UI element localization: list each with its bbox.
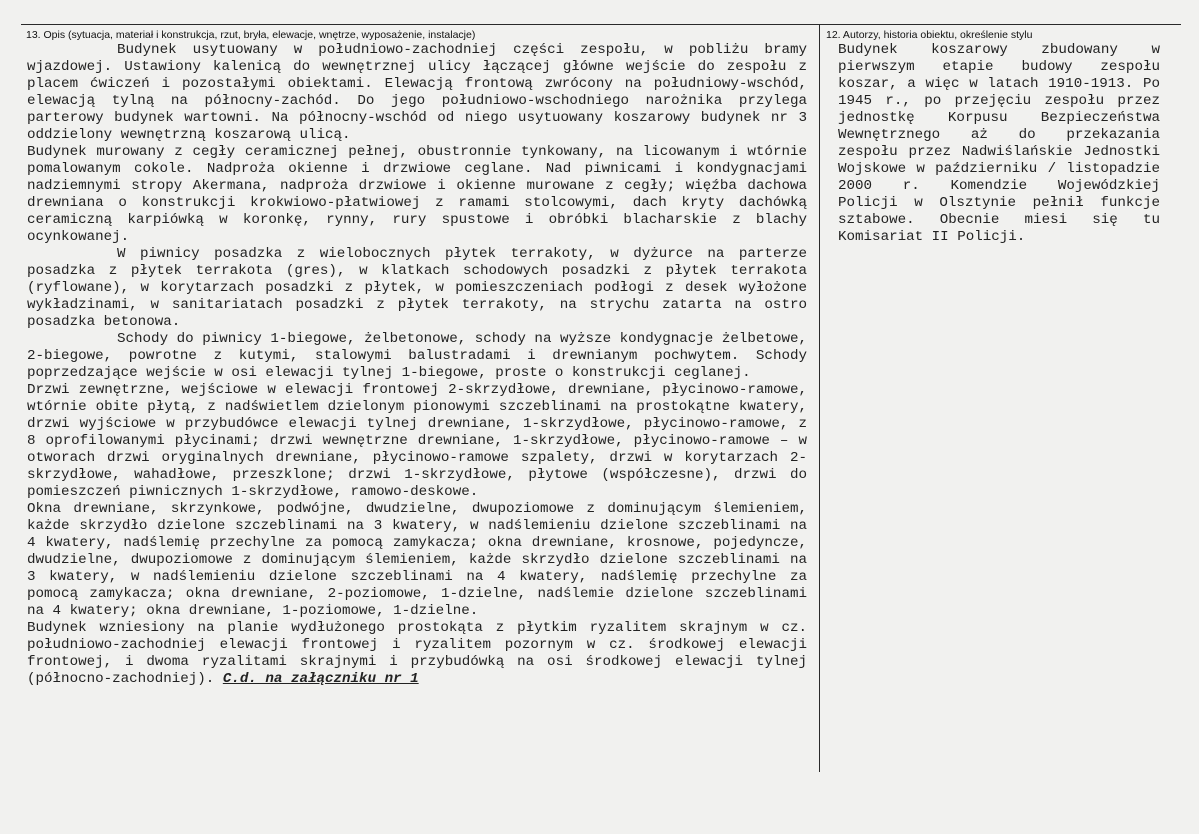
continuation-note: C.d. na załączniku nr 1 [222, 671, 419, 687]
form-top-border [21, 24, 1181, 25]
para-location: Budynek usytuowany w południowo-zachodniej części zespołu, w pobliżu bramy wjazdowej. Ustawiony kalenicą do wewnętrznej ulicy łączącej główne wejście do zespołu z placem ćwiczeń i pozostałymi obiektami. Elewacją frontową zwrócony na południowy-wschód, elewacją tylną na północny-zachód. Do jego południowo-wschodniego narożnika przylega parterowy budynek wartowni. Na północny-wschód od niego usytuowany koszarowy budynek nr 3 oddzielony wewnętrzną koszarową ulicą. [27, 42, 807, 143]
para-materials: Budynek murowany z cegły ceramicznej pełnej, obustronnie tynkowany, na licowanym i wtórnie pomalowanym cokole. Nadproża okienne i drzwiowe ceglane. Nad piwnicami i kondygnacjami nadziemnymi stropy Akermana, nadproża drzwiowe i okienne murowane z cegły; więźba dachowa drewniana o konstrukcji krokwiowo-płatwiowej z ramami stolcowymi, dach kryty dachówką ceramiczną karpiówką w koronkę, rynny, rury spustowe i obróbki blacharskie z blachy ocynkowanej. [27, 144, 807, 245]
section-13-header: 13. Opis (sytuacja, materiał i konstrukcja, rzut, bryła, elewacje, wnętrze, wyposażenie, instalacje) [26, 29, 476, 41]
description-text [27, 42, 807, 688]
para-stairs: Schody do piwnicy 1-biegowe, żelbetonowe, schody na wyższe kondygnacje żelbetowe, 2-biegowe, powrotne z kutymi, stalowymi balustradami i drewnianym pochwytem. Schody poprzedzające wejście w osi elewacji tylnej 1-biegowe, proste o konstrukcji ceglanej. [27, 331, 807, 381]
para-plan-text: Budynek wzniesiony na planie wydłużonego prostokąta z płytkim ryzalitem skrajnym w cz. południowo-zachodniej elewacji frontowej i ryzalitem pozornym w cz. środkowej elewacji frontowej, i dwoma ryzalitami skrajnymi i przybudówką na osi środkowej elewacji tylnej (północno-zachodniej). [27, 620, 807, 687]
para-doors: Drzwi zewnętrzne, wejściowe w elewacji frontowej 2-skrzydłowe, drewniane, płycinowo-ramowe, wtórnie obite płytą, z nadświetlem dzielonym pionowymi szczeblinami na prostokątne kwatery, drzwi wyjściowe w przybudówce elewacji tylnej drewniane, 1-skrzydłowe, płycinowo-ramowe, z 8 oprofilowanymi płycinami; drzwi wewnętrzne drewniane, 1-skrzydłowe, płycinowo-ramowe – w otworach drzwi oryginalnych drewniane, płycinowo-ramowe szpalety, drzwi w korytarzach 2-skrzydłowe, wahadłowe, przeszklone; drzwi 1-skrzydłowe, płytowe (współczesne), drzwi do pomieszczeń piwnicznych 1-skrzydłowe, ramowo-deskowe. [27, 382, 807, 500]
history-text [838, 42, 1160, 246]
para-plan [27, 620, 807, 688]
para-windows: Okna drewniane, skrzynkowe, podwójne, dwudzielne, dwupoziomowe z dominującym ślemieniem, każde skrzydło dzielone szczeblinami na 3 kwatery, w nadślemieniu dzielone szczeblinami na 4 kwatery, nadślemię przechylne za pomocą zamykacza; okna drewniane, krosnowe, pojedyncze, dwudzielne, dwupoziomowe z dominującym ślemieniem, każde skrzydło dzielone szczeblinami na 3 kwatery, w nadślemieniu dzielone szczeblinami na 4 kwatery, nadślemię przechylne za pomocą zamykacza; okna drewniane, 2-poziomowe, 1-dzielne, nadślemie dzielone szczeblinami na 4 kwatery; okna drewniane, 1-poziomowe, 1-dzielne. [27, 501, 807, 619]
para-floors: W piwnicy posadzka z wielobocznych płytek terrakoty, w dyżurce na parterze posadzka z płytek terrakota (gres), w klatkach schodowych posadzki z płytek terrakota (ryflowane), w korytarzach posadzki z płytek, w pomieszczeniach podłogi z desek wyłożone wykładzinami, w sanitariatach posadzki z płytek terrakoty, na strychu zatarta na ostro posadzka betonowa. [27, 246, 807, 330]
para-history: Budynek koszarowy zbudowany w pierwszym etapie budowy zespołu koszar, a więc w latach 1910-1913. Po 1945 r., po przejęciu zespołu przez jednostkę Korpusu Bezpieczeństwa Wewnętrznego aż do przekazania zespołu przez Nadwiślańskie Jednostki Wojskowe w październiku / listopadzie 2000 r. Komendzie Wojewódzkiej Policji w Olsztynie pełnił funkcje sztabowe. Obecnie miesi się tu Komisariat II Policji. [838, 42, 1160, 245]
column-divider [819, 24, 820, 772]
section-12-header: 12. Autorzy, historia obiektu, określenie stylu [826, 29, 1033, 41]
